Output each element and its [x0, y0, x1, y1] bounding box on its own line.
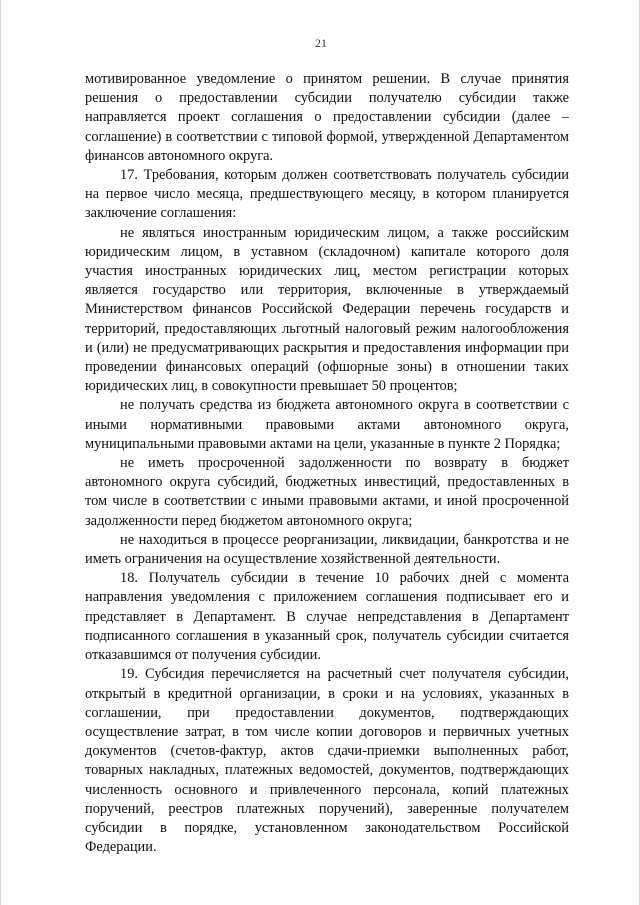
- paragraph-17-requirements: 17. Требования, которым должен соответствовать получатель субсидии на первое число месяца, предшествующего месяцу, в котором планируется заключение соглашения:: [85, 167, 569, 222]
- paragraph-no-overdue-debt: не иметь просроченной задолженности по возврату в бюджет автономного округа субсидий, бюджетных инвестиций, предоставленных в том числе в соответствии с иными правовыми актами, и иной просроченной задолженности перед бюджетом автономного округа;: [85, 455, 569, 529]
- paragraph-19-transfer: 19. Субсидия перечисляется на расчетный счет получателя субсидии, открытый в кредитной организации, в сроки и на условиях, указанных в соглашении, при предоставлении документов, подтверждающих осуществление затрат, в том числе копии договоров и первичных учетных документов (счетов-фактур, актов сдачи-приемки выполненных работ, товарных накладных, платежных ведомостей, документов, подтверждающих численность основного и привлеченного персонала, копий платежных поручений, реестров платежных поручений), заверенные получателем субсидии в порядке, установленном законодательством Российской Федерации.: [85, 666, 569, 856]
- paragraph-no-reorganization: не находиться в процессе реорганизации, ликвидации, банкротства и не иметь ограничения на осуществление хозяйственной деятельности.: [85, 531, 569, 568]
- document-body: [85, 70, 569, 857]
- paragraph-decision-notice: мотивированное уведомление о принятом решении. В случае принятия решения о предоставлении субсидии получателю субсидии также направляется проект соглашения о предоставлении субсидии (далее – соглашение) в соответствии с типовой формой, утвержденной Департаментом финансов автономного округа.: [85, 71, 569, 164]
- page-number: 21: [315, 36, 327, 50]
- paragraph-18-signing: 18. Получатель субсидии в течение 10 рабочих дней с момента направления уведомления с приложением соглашения подписывает его и представляет в Департамент. В случае непредставления в Департамент подписанного соглашения в указанный срок, получатель субсидии считается отказавшимся от получения субсидии.: [85, 570, 569, 664]
- paragraph-no-other-funds: не получать средства из бюджета автономного округа в соответствии с иными нормативными правовыми актами автономного округа, муниципальными правовыми актами на цели, указанные в пункте 2 Порядка;: [85, 397, 569, 452]
- paragraph-foreign-entity: не являться иностранным юридическим лицом, а также российским юридическим лицом, в уставном (складочном) капитале которого доля участия иностранных юридических лиц, местом регистрации которых является государство или территория, включенные в утверждаемый Министерством финансов Российской Федерации перечень государств и территорий, предоставляющих льготный налоговый режим налогообложения и (или) не предусматривающих раскрытия и предоставления информации при проведении финансовых операций (офшорные зоны) в отношении таких юридических лиц, в совокупности превышает 50 процентов;: [85, 224, 569, 395]
